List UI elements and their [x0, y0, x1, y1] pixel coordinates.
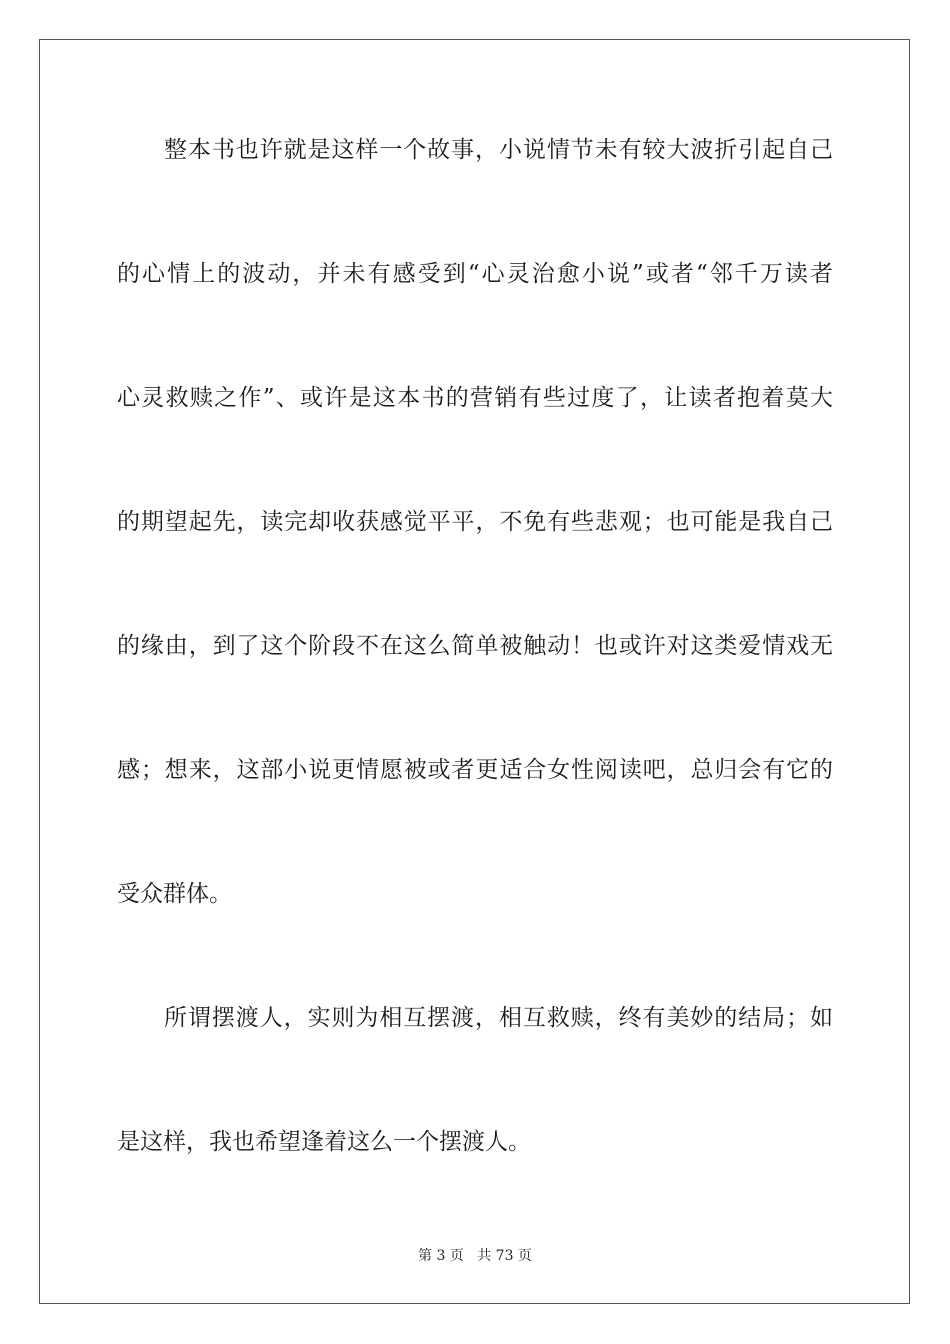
page-border — [39, 39, 910, 1304]
paragraph-2-line-1: 所谓摆渡人，实则为相互摆渡，相互救赎，终有美妙的结局；如 — [164, 1005, 833, 1031]
paragraph-2-line-2: 是这样，我也希望逢着这么一个摆渡人。 — [117, 1129, 531, 1155]
page-total: 共 73 页 — [477, 1248, 532, 1264]
paragraph-1-line-5: 的缘由，到了这个阶段不在这么简单被触动！也或许对这类爱情戏无 — [117, 633, 833, 659]
page-footer — [0, 1247, 950, 1265]
page-number: 第 3 页 — [418, 1248, 464, 1264]
paragraph-1-line-2: 的心情上的波动，并未有感受到“心灵治愈小说”或者“邻千万读者 — [117, 261, 833, 287]
paragraph-1-line-6: 感；想来，这部小说更情愿被或者更适合女性阅读吧，总归会有它的 — [117, 757, 833, 783]
paragraph-1-line-1: 整本书也许就是这样一个故事，小说情节未有较大波折引起自己 — [164, 137, 833, 163]
paragraph-1-line-7: 受众群体。 — [117, 881, 232, 907]
paragraph-1-line-3: 心灵救赎之作”、或许是这本书的营销有些过度了，让读者抱着莫大 — [117, 385, 833, 411]
paragraph-1-line-4: 的期望起先，读完却收获感觉平平，不免有些悲观；也可能是我自己 — [117, 509, 833, 535]
